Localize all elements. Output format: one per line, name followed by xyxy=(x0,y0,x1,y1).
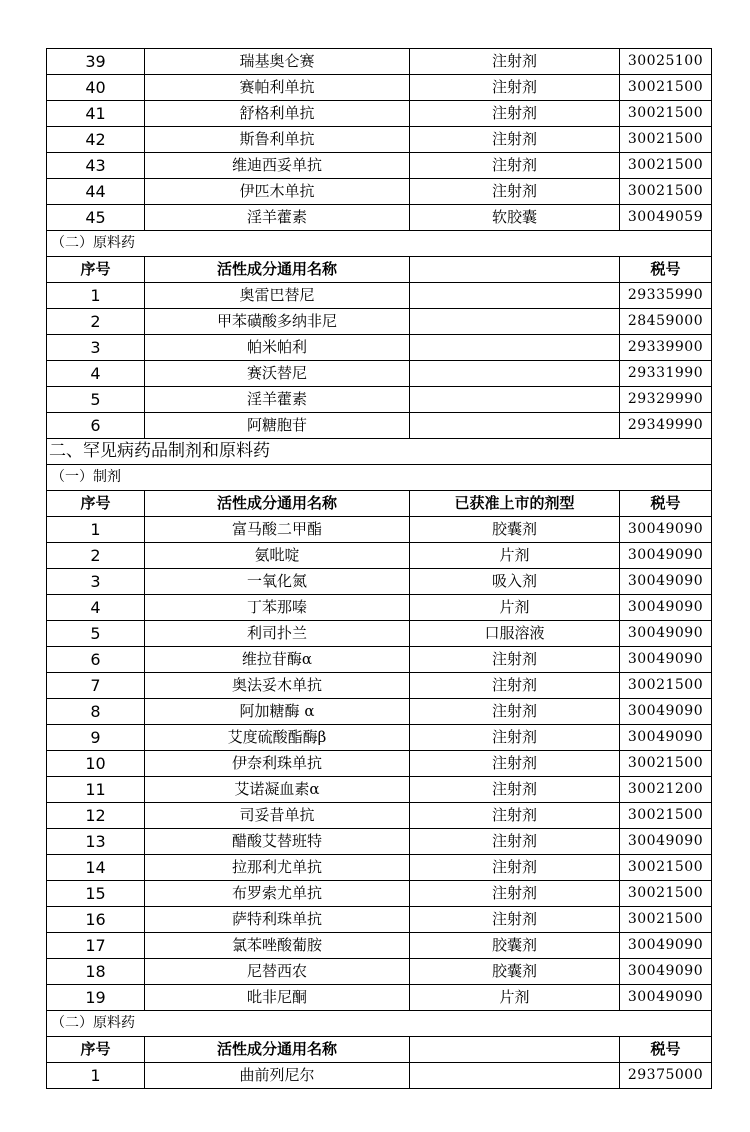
row-number: 12 xyxy=(47,803,145,829)
table-row xyxy=(47,751,712,777)
dosage-form: 注射剂 xyxy=(410,855,620,881)
table-header-row xyxy=(47,257,712,283)
drug-list-table xyxy=(46,48,712,1089)
empty-cell xyxy=(410,309,620,335)
row-number: 4 xyxy=(47,595,145,621)
drug-name: 维迪西妥单抗 xyxy=(145,153,410,179)
section-title-prep xyxy=(47,465,712,491)
drug-list-sheet xyxy=(46,48,711,1089)
drug-name: 斯鲁利单抗 xyxy=(145,127,410,153)
table-row xyxy=(47,881,712,907)
row-number: 3 xyxy=(47,335,145,361)
dosage-form: 吸入剂 xyxy=(410,569,620,595)
table-row xyxy=(47,699,712,725)
table-row xyxy=(47,673,712,699)
row-number: 6 xyxy=(47,413,145,439)
table-row xyxy=(47,907,712,933)
drug-name: 帕米帕利 xyxy=(145,335,410,361)
table-row xyxy=(47,283,712,309)
empty-cell xyxy=(410,1063,620,1089)
part-title xyxy=(47,439,712,465)
header-empty xyxy=(410,257,620,283)
dosage-form: 胶囊剂 xyxy=(410,517,620,543)
drug-name: 萨特利珠单抗 xyxy=(145,907,410,933)
tariff-code: 30021500 xyxy=(620,881,712,907)
header-number: 序号 xyxy=(47,1037,145,1063)
drug-name: 醋酸艾替班特 xyxy=(145,829,410,855)
row-number: 17 xyxy=(47,933,145,959)
dosage-form: 软胶囊 xyxy=(410,205,620,231)
table-row xyxy=(47,803,712,829)
drug-name: 舒格利单抗 xyxy=(145,101,410,127)
dosage-form: 注射剂 xyxy=(410,101,620,127)
tariff-code: 30021500 xyxy=(620,803,712,829)
empty-cell xyxy=(410,335,620,361)
row-number: 19 xyxy=(47,985,145,1011)
drug-name: 淫羊藿素 xyxy=(145,387,410,413)
table-row xyxy=(47,725,712,751)
header-form: 已获准上市的剂型 xyxy=(410,491,620,517)
row-number: 2 xyxy=(47,309,145,335)
table-row xyxy=(47,387,712,413)
tariff-code: 30049090 xyxy=(620,829,712,855)
row-number: 13 xyxy=(47,829,145,855)
header-number: 序号 xyxy=(47,257,145,283)
dosage-form: 片剂 xyxy=(410,595,620,621)
row-number: 18 xyxy=(47,959,145,985)
tariff-code: 30021500 xyxy=(620,907,712,933)
drug-name: 富马酸二甲酯 xyxy=(145,517,410,543)
header-number: 序号 xyxy=(47,491,145,517)
table-row xyxy=(47,101,712,127)
section-title-api-label: （二）原料药 xyxy=(47,231,712,257)
drug-name: 艾度硫酸酯酶β xyxy=(145,725,410,751)
table-header-row xyxy=(47,491,712,517)
table-row xyxy=(47,75,712,101)
tariff-code: 30049090 xyxy=(620,595,712,621)
dosage-form: 注射剂 xyxy=(410,881,620,907)
section-title-prep-label: （一）制剂 xyxy=(47,465,712,491)
tariff-code: 30021500 xyxy=(620,751,712,777)
row-number: 45 xyxy=(47,205,145,231)
dosage-form: 注射剂 xyxy=(410,777,620,803)
row-number: 5 xyxy=(47,387,145,413)
drug-name: 伊奈利珠单抗 xyxy=(145,751,410,777)
dosage-form: 注射剂 xyxy=(410,75,620,101)
dosage-form: 注射剂 xyxy=(410,803,620,829)
drug-name: 艾诺凝血素α xyxy=(145,777,410,803)
tariff-code: 30049090 xyxy=(620,933,712,959)
tariff-code: 28459000 xyxy=(620,309,712,335)
dosage-form: 胶囊剂 xyxy=(410,959,620,985)
dosage-form: 注射剂 xyxy=(410,49,620,75)
tariff-code: 30049090 xyxy=(620,985,712,1011)
header-code: 税号 xyxy=(620,257,712,283)
tariff-code: 30049090 xyxy=(620,699,712,725)
drug-name: 一氧化氮 xyxy=(145,569,410,595)
drug-name: 吡非尼酮 xyxy=(145,985,410,1011)
row-number: 9 xyxy=(47,725,145,751)
drug-name: 奥法妥木单抗 xyxy=(145,673,410,699)
row-number: 8 xyxy=(47,699,145,725)
tariff-code: 30021200 xyxy=(620,777,712,803)
drug-name: 丁苯那嗪 xyxy=(145,595,410,621)
header-code: 税号 xyxy=(620,1037,712,1063)
table-row xyxy=(47,1063,712,1089)
table-row xyxy=(47,829,712,855)
dosage-form: 胶囊剂 xyxy=(410,933,620,959)
empty-cell xyxy=(410,413,620,439)
tariff-code: 30021500 xyxy=(620,673,712,699)
tariff-code: 29375000 xyxy=(620,1063,712,1089)
row-number: 1 xyxy=(47,517,145,543)
row-number: 11 xyxy=(47,777,145,803)
dosage-form: 注射剂 xyxy=(410,127,620,153)
drug-name: 拉那利尤单抗 xyxy=(145,855,410,881)
tariff-code: 29339900 xyxy=(620,335,712,361)
row-number: 43 xyxy=(47,153,145,179)
table-row xyxy=(47,855,712,881)
drug-name: 赛沃替尼 xyxy=(145,361,410,387)
tariff-code: 30049090 xyxy=(620,569,712,595)
row-number: 41 xyxy=(47,101,145,127)
table-row xyxy=(47,777,712,803)
dosage-form: 片剂 xyxy=(410,985,620,1011)
table-row xyxy=(47,933,712,959)
dosage-form: 注射剂 xyxy=(410,153,620,179)
header-name: 活性成分通用名称 xyxy=(145,257,410,283)
drug-name: 尼替西农 xyxy=(145,959,410,985)
dosage-form: 注射剂 xyxy=(410,179,620,205)
table-row xyxy=(47,413,712,439)
table-row xyxy=(47,205,712,231)
table-row xyxy=(47,595,712,621)
table-row xyxy=(47,179,712,205)
empty-cell xyxy=(410,361,620,387)
table-row xyxy=(47,127,712,153)
tariff-code: 30021500 xyxy=(620,855,712,881)
dosage-form: 注射剂 xyxy=(410,673,620,699)
drug-name: 赛帕利单抗 xyxy=(145,75,410,101)
tariff-code: 29329990 xyxy=(620,387,712,413)
row-number: 3 xyxy=(47,569,145,595)
drug-name: 奥雷巴替尼 xyxy=(145,283,410,309)
dosage-form: 注射剂 xyxy=(410,647,620,673)
row-number: 1 xyxy=(47,283,145,309)
drug-name: 伊匹木单抗 xyxy=(145,179,410,205)
drug-name: 布罗索尤单抗 xyxy=(145,881,410,907)
tariff-code: 29349990 xyxy=(620,413,712,439)
table-row xyxy=(47,985,712,1011)
section-title-api-label: （二）原料药 xyxy=(47,1011,712,1037)
table-row xyxy=(47,959,712,985)
row-number: 7 xyxy=(47,673,145,699)
section-title-api xyxy=(47,231,712,257)
row-number: 4 xyxy=(47,361,145,387)
section-title-api xyxy=(47,1011,712,1037)
dosage-form: 注射剂 xyxy=(410,829,620,855)
tariff-code: 29335990 xyxy=(620,283,712,309)
table-row xyxy=(47,309,712,335)
drug-name: 瑞基奥仑赛 xyxy=(145,49,410,75)
table-row xyxy=(47,153,712,179)
empty-cell xyxy=(410,387,620,413)
table-row xyxy=(47,647,712,673)
dosage-form: 片剂 xyxy=(410,543,620,569)
drug-name: 利司扑兰 xyxy=(145,621,410,647)
part-title-label: 二、罕见病药品制剂和原料药 xyxy=(47,439,712,465)
drug-name: 淫羊藿素 xyxy=(145,205,410,231)
table-row xyxy=(47,621,712,647)
tariff-code: 30021500 xyxy=(620,153,712,179)
tariff-code: 30049090 xyxy=(620,543,712,569)
drug-name: 氨吡啶 xyxy=(145,543,410,569)
dosage-form: 注射剂 xyxy=(410,699,620,725)
row-number: 15 xyxy=(47,881,145,907)
dosage-form: 注射剂 xyxy=(410,907,620,933)
table-row xyxy=(47,49,712,75)
header-empty xyxy=(410,1037,620,1063)
tariff-code: 30049090 xyxy=(620,517,712,543)
row-number: 2 xyxy=(47,543,145,569)
table-row xyxy=(47,335,712,361)
row-number: 10 xyxy=(47,751,145,777)
row-number: 16 xyxy=(47,907,145,933)
table-row xyxy=(47,361,712,387)
tariff-code: 30049059 xyxy=(620,205,712,231)
header-name: 活性成分通用名称 xyxy=(145,491,410,517)
tariff-code: 29331990 xyxy=(620,361,712,387)
drug-name: 阿加糖酶 α xyxy=(145,699,410,725)
tariff-code: 30021500 xyxy=(620,127,712,153)
drug-name: 司妥昔单抗 xyxy=(145,803,410,829)
drug-name: 甲苯磺酸多纳非尼 xyxy=(145,309,410,335)
table-row xyxy=(47,569,712,595)
row-number: 6 xyxy=(47,647,145,673)
row-number: 40 xyxy=(47,75,145,101)
tariff-code: 30049090 xyxy=(620,621,712,647)
tariff-code: 30025100 xyxy=(620,49,712,75)
table-header-row xyxy=(47,1037,712,1063)
drug-name: 阿糖胞苷 xyxy=(145,413,410,439)
dosage-form: 注射剂 xyxy=(410,751,620,777)
tariff-code: 30021500 xyxy=(620,101,712,127)
row-number: 44 xyxy=(47,179,145,205)
dosage-form: 注射剂 xyxy=(410,725,620,751)
tariff-code: 30021500 xyxy=(620,179,712,205)
table-row xyxy=(47,543,712,569)
row-number: 39 xyxy=(47,49,145,75)
empty-cell xyxy=(410,283,620,309)
table-row xyxy=(47,517,712,543)
tariff-code: 30049090 xyxy=(620,725,712,751)
dosage-form: 口服溶液 xyxy=(410,621,620,647)
row-number: 14 xyxy=(47,855,145,881)
tariff-code: 30049090 xyxy=(620,647,712,673)
drug-name: 氯苯唑酸葡胺 xyxy=(145,933,410,959)
row-number: 1 xyxy=(47,1063,145,1089)
drug-name: 维拉苷酶α xyxy=(145,647,410,673)
tariff-code: 30021500 xyxy=(620,75,712,101)
drug-name: 曲前列尼尔 xyxy=(145,1063,410,1089)
row-number: 42 xyxy=(47,127,145,153)
header-code: 税号 xyxy=(620,491,712,517)
header-name: 活性成分通用名称 xyxy=(145,1037,410,1063)
tariff-code: 30049090 xyxy=(620,959,712,985)
row-number: 5 xyxy=(47,621,145,647)
